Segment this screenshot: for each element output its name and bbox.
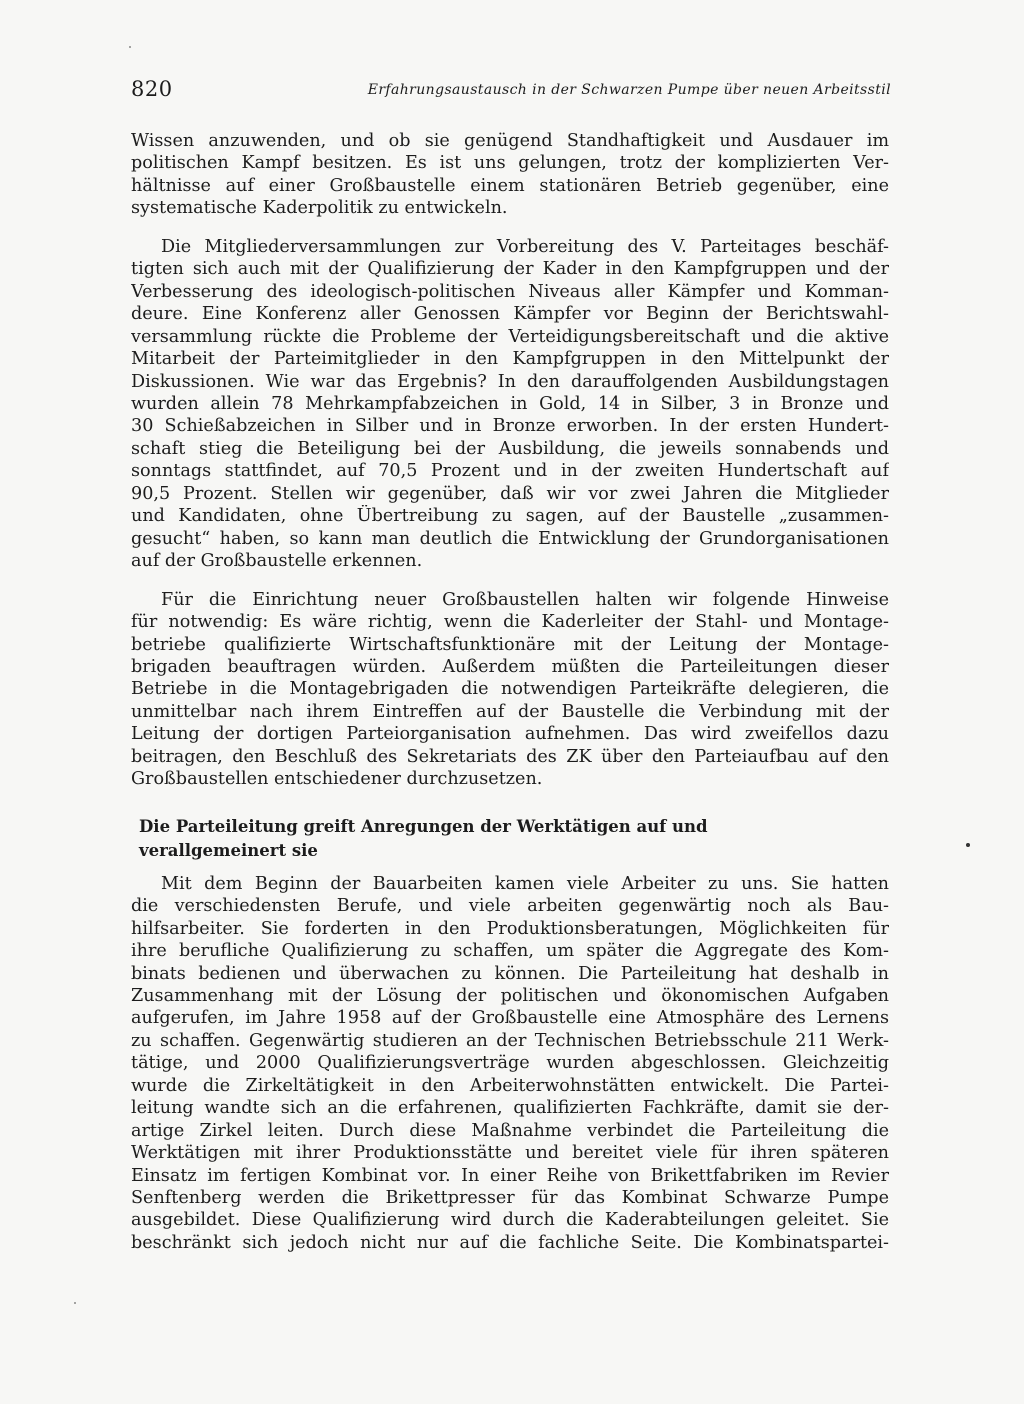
scan-speck (74, 1302, 76, 1304)
text-line: wurden allein 78 Mehrkampfabzeichen in Gold, 14 in Silber, 3 in Bronze und (131, 393, 889, 414)
text-line: systematische Kaderpolitik zu entwickeln. (131, 198, 508, 219)
text-line: Mit dem Beginn der Bauarbeiten kamen viele Arbeiter zu uns. Sie hatten (161, 873, 889, 894)
text-line: Großbaustellen entschiedener durchzusetzen. (131, 769, 543, 790)
text-line: Für die Einrichtung neuer Großbaustellen halten wir folgende Hinweise (161, 589, 889, 610)
text-line: Diskussionen. Wie war das Ergebnis? In den darauffolgenden Ausbildungstagen (131, 371, 889, 392)
paragraph-3 (131, 589, 889, 791)
text-line: Senftenberg werden die Brikettpresser für das Kombinat Schwarze Pumpe (131, 1188, 889, 1209)
page-header (131, 76, 891, 106)
text-line: betriebe qualifizierte Wirtschaftsfunktionäre mit der Leitung der Montage- (131, 634, 889, 655)
paragraph-4 (131, 873, 889, 1255)
text-line: leitung wandte sich an die erfahrenen, qualifizierten Fachkräfte, damit sie der- (131, 1098, 889, 1119)
text-line: Einsatz im fertigen Kombinat vor. In einer Reihe von Brikettfabriken im Revier (131, 1165, 889, 1186)
text-line: 30 Schießabzeichen in Silber und in Bronze erworben. In der ersten Hundert- (131, 416, 889, 437)
section-heading-line: Die Parteileitung greift Anregungen der Werktätigen auf und (139, 816, 708, 836)
margin-mark (966, 843, 970, 847)
text-line: für notwendig: Es wäre richtig, wenn die Kaderleiter der Stahl- und Montage- (131, 612, 889, 633)
text-line: versammlung rückte die Probleme der Verteidigungsbereitschaft und die aktive (131, 326, 889, 347)
scan-speck (129, 46, 131, 48)
text-line: Verbesserung des ideologisch-politischen Niveaus aller Kämpfer und Komman- (131, 281, 889, 302)
text-line: zu schaffen. Gegenwärtig studieren an der Technischen Betriebsschule 211 Werk- (131, 1030, 889, 1051)
text-line: aufgerufen, im Jahre 1958 auf der Großbaustelle eine Atmosphäre des Lernens (131, 1008, 889, 1029)
text-line: die verschiedensten Berufe, und viele arbeiten gegenwärtig noch als Bau- (131, 896, 889, 917)
text-line: gesucht“ haben, so kann man deutlich die Entwicklung der Grundorganisationen (131, 528, 889, 549)
text-line: Leitung der dortigen Parteiorganisation aufnehmen. Das wird zweifellos dazu (131, 724, 889, 745)
text-line: Wissen anzuwenden, und ob sie genügend Standhaftigkeit und Ausdauer im (131, 131, 889, 151)
paragraph-1 (131, 130, 889, 220)
text-line: sonntags stattfindet, auf 70,5 Prozent und in der zweiten Hundertschaft auf (131, 461, 889, 482)
text-line: und Kandidaten, ohne Übertreibung zu sagen, auf der Baustelle „zusammen- (131, 506, 889, 527)
text-line: politischen Kampf besitzen. Es ist uns gelungen, trotz der komplizierten Ver- (131, 153, 889, 174)
text-line: brigaden beauftragen würden. Außerdem müßten die Parteileitungen dieser (131, 656, 889, 677)
text-line: tigten sich auch mit der Qualifizierung der Kader in den Kampfgruppen und der (131, 259, 889, 280)
text-line: 90,5 Prozent. Stellen wir gegenüber, daß wir vor zwei Jahren die Mitglieder (131, 483, 889, 504)
text-line: Werktätigen mit ihrer Produktionsstätte und bereitet viele für ihren späteren (131, 1143, 889, 1164)
text-line: tätige, und 2000 Qualifizierungsverträge wurden abgeschlossen. Gleichzeitig (131, 1053, 889, 1074)
text-line: beschränkt sich jedoch nicht nur auf die fachliche Seite. Die Kombinatspartei- (131, 1232, 889, 1253)
text-line: Zusammenhang mit der Lösung der politischen und ökonomischen Aufgaben (131, 985, 889, 1006)
text-line: wurde die Zirkeltätigkeit in den Arbeiterwohnstätten entwickelt. Die Partei- (131, 1075, 889, 1096)
text-line: beitragen, den Beschluß des Sekretariats des ZK über den Parteiaufbau auf den (131, 746, 889, 767)
text-line: ihre berufliche Qualifizierung zu schaffen, um später die Aggregate des Kom- (131, 941, 889, 962)
text-line: deure. Eine Konferenz aller Genossen Kämpfer vor Beginn der Berichtswahl- (131, 304, 889, 325)
text-line: binats bedienen und überwachen zu können. Die Parteileitung hat deshalb in (131, 963, 889, 984)
text-line: auf der Großbaustelle erkennen. (131, 551, 423, 572)
text-line: hältnisse auf einer Großbaustelle einem stationären Betrieb gegenüber, eine (131, 175, 889, 196)
text-line: Mitarbeit der Parteimitglieder in den Kampfgruppen in den Mittelpunkt der (131, 349, 889, 370)
text-line: Die Mitgliederversammlungen zur Vorbereitung des V. Parteitages beschäf- (161, 236, 889, 257)
running-title: Erfahrungsaustausch in der Schwarzen Pumpe über neuen Arbeitsstil (367, 82, 891, 98)
paragraph-2 (131, 236, 889, 573)
body-text (131, 130, 889, 1254)
text-line: hilfsarbeiter. Sie forderten in den Produktionsberatungen, Möglichkeiten für (131, 918, 889, 939)
section-heading-line: verallgemeinert sie (139, 840, 318, 860)
text-line: artige Zirkel leiten. Durch diese Maßnahme verbindet die Parteileitung die (131, 1120, 889, 1141)
text-line: Betriebe in die Montagebrigaden die notwendigen Parteikräfte delegieren, die (131, 679, 889, 700)
page-number: 820 (131, 77, 173, 101)
text-line: schaft stieg die Beteiligung bei der Ausbildung, die jeweils sonnabends und (131, 438, 889, 459)
text-line: ausgebildet. Diese Qualifizierung wird durch die Kaderabteilungen geleitet. Sie (131, 1210, 889, 1231)
section-heading (131, 815, 889, 863)
text-line: unmittelbar nach ihrem Eintreffen auf der Baustelle die Verbindung mit der (131, 701, 889, 722)
